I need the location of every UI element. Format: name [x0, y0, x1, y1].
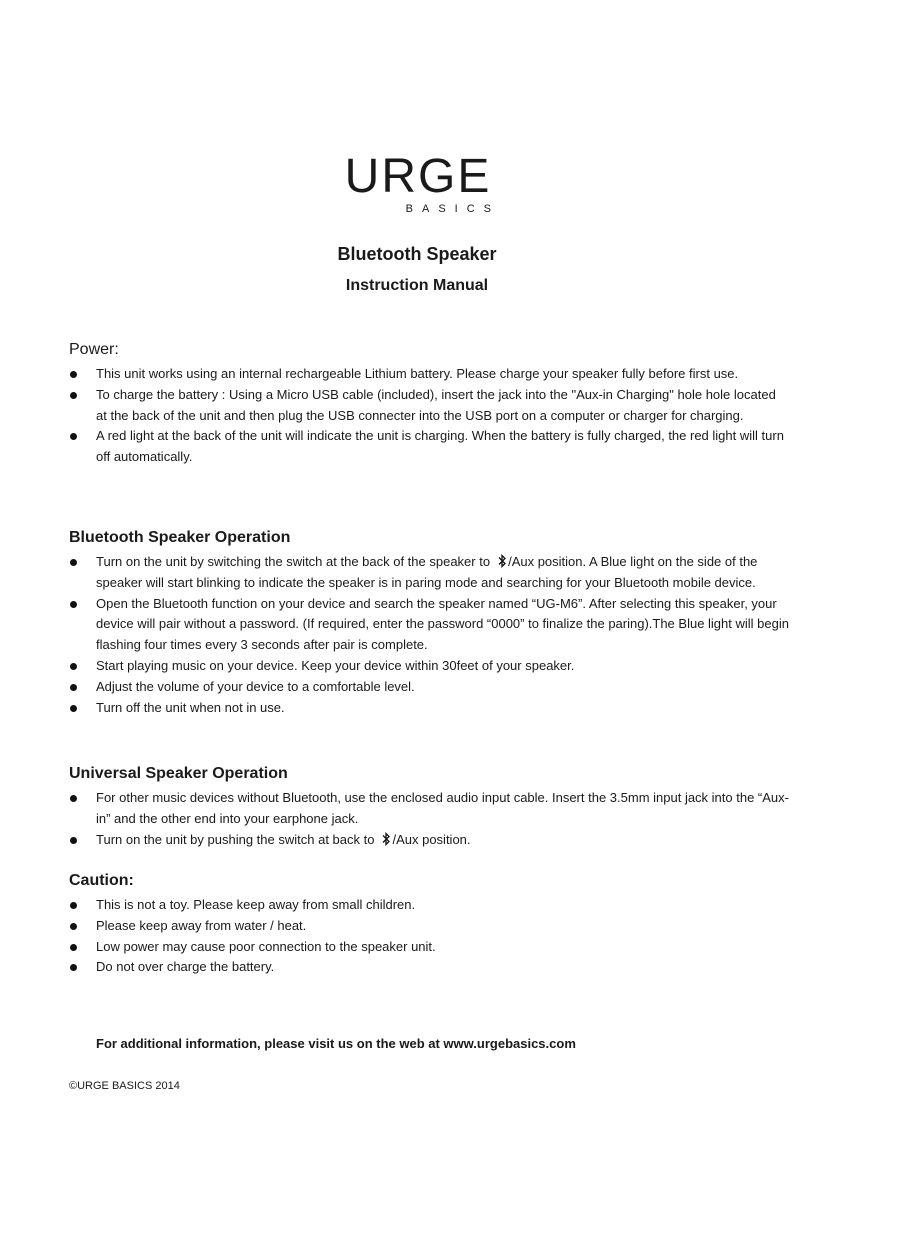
- list-item: Low power may cause poor connection to the speaker unit.: [69, 937, 789, 958]
- bullet-icon: [70, 944, 77, 951]
- bullet-icon: [70, 601, 77, 608]
- bullet-icon: [70, 371, 77, 378]
- bullet-icon: [70, 559, 77, 566]
- logo-sub: BASICS: [405, 203, 500, 215]
- bullet-icon: [70, 964, 77, 971]
- list-item: A red light at the back of the unit will indicate the unit is charging. When the battery is fully charged, the red light will turn off automatically.: [69, 426, 789, 468]
- universal-section: [69, 764, 789, 850]
- bullet-icon: [70, 392, 77, 399]
- universal-heading: Universal Speaker Operation: [69, 765, 288, 782]
- caution-section: [69, 871, 789, 978]
- bullet-icon: [70, 795, 77, 802]
- urge-basics-logo: [332, 150, 504, 216]
- list-item: Open the Bluetooth function on your device and search the speaker named “UG-M6”. After selecting this speaker, your device will pair without a password. (If required, enter the password “0000” to finalize the paring).The Blue light will begin flashing four times every 3 seconds after pair is complete.: [69, 594, 789, 656]
- list-item: Start playing music on your device. Keep your device within 30feet of your speaker.: [69, 656, 789, 677]
- list-item: Adjust the volume of your device to a comfortable level.: [69, 677, 789, 698]
- bullet-icon: [70, 705, 77, 712]
- bluetooth-icon: [380, 832, 392, 846]
- bullet-icon: [70, 923, 77, 930]
- list-item: To charge the battery : Using a Micro USB cable (included), insert the jack into the "Aux-in Charging" hole hole located at the back of the unit and then plug the USB connecter into the USB port on a computer or charger for charging.: [69, 385, 789, 427]
- bluetooth-icon: [496, 554, 508, 568]
- caution-heading: Caution:: [69, 872, 134, 889]
- list-item: For other music devices without Bluetooth, use the enclosed audio input cable. Insert the 3.5mm input jack into the “Aux-in” and the other end into your earphone jack.: [69, 788, 789, 830]
- copyright: ©URGE BASICS 2014: [69, 1080, 180, 1092]
- page-subtitle: Instruction Manual: [345, 277, 489, 294]
- list-item: This unit works using an internal rechargeable Lithium battery. Please charge your speaker fully before first use.: [69, 364, 789, 385]
- list-item: Please keep away from water / heat.: [69, 916, 789, 937]
- bullet-icon: [70, 433, 77, 440]
- list-item: This is not a toy. Please keep away from small children.: [69, 895, 789, 916]
- list-item: Turn off the unit when not in use.: [69, 698, 789, 719]
- page-title: Bluetooth Speaker: [337, 244, 497, 264]
- bullet-icon: [70, 684, 77, 691]
- bullet-icon: [70, 902, 77, 909]
- footer-info: For additional information, please visit us on the web at www.urgebasics.com: [96, 1036, 576, 1051]
- list-item: Turn on the unit by pushing the switch at back to /Aux position.: [69, 830, 789, 851]
- list-item: Do not over charge the battery.: [69, 957, 789, 978]
- bullet-icon: [70, 663, 77, 670]
- power-heading: Power:: [69, 341, 119, 358]
- bluetooth-section: [69, 528, 789, 718]
- power-section: [69, 340, 789, 468]
- logo-brand: URGE: [344, 150, 492, 203]
- list-item: Turn on the unit by switching the switch at the back of the speaker to /Aux position. A Blue light on the side of the speaker will start blinking to indicate the speaker is in paring mode and searching for your Bluetooth mobile device.: [69, 552, 789, 594]
- bluetooth-heading: Bluetooth Speaker Operation: [69, 529, 291, 546]
- bullet-icon: [70, 837, 77, 844]
